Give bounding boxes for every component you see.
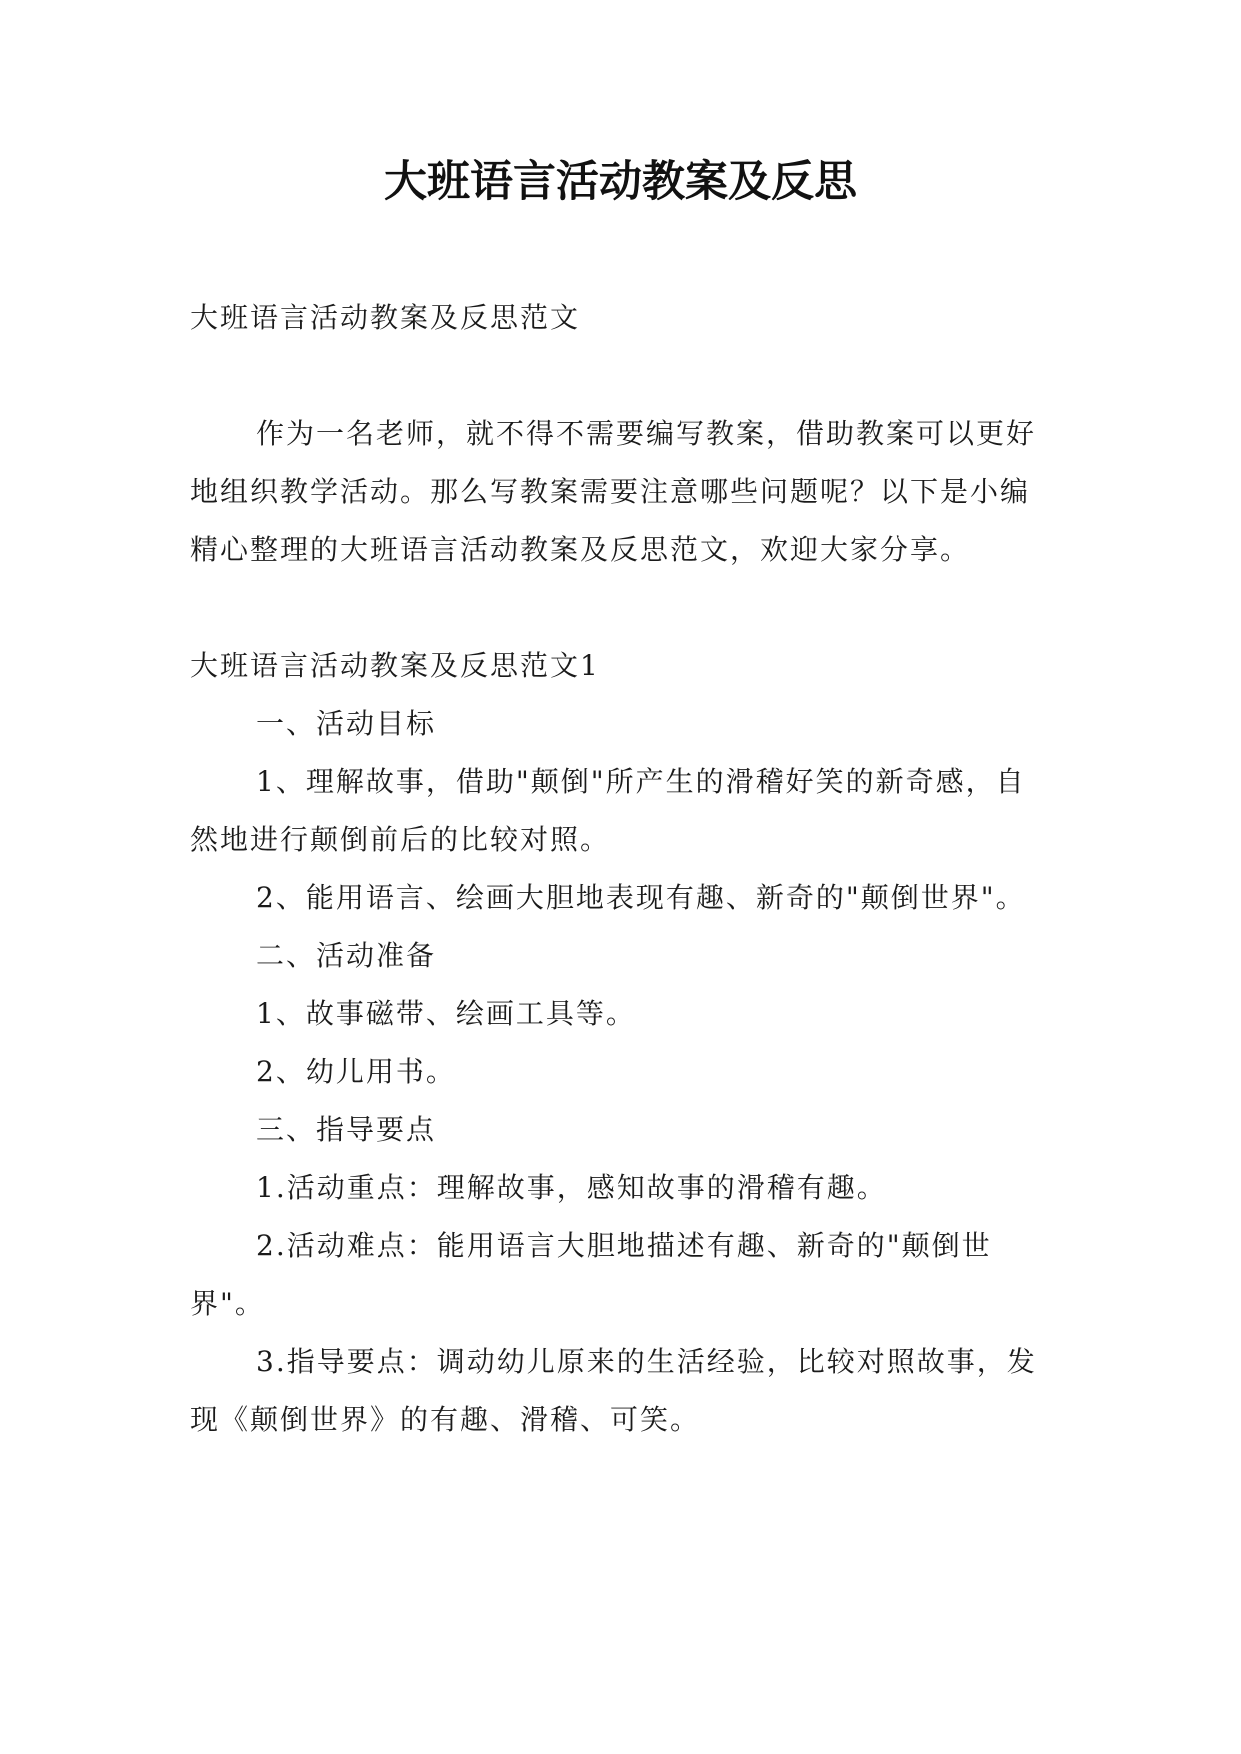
guidance-item: 3.指导要点：调动幼儿原来的生活经验，比较对照故事，发现《颠倒世界》的有趣、滑稽、可笑。 bbox=[190, 1345, 1037, 1436]
section-heading-guidance: 三、指导要点 bbox=[256, 1113, 437, 1146]
guidance-item: 1.活动重点：理解故事，感知故事的滑稽有趣。 bbox=[256, 1171, 887, 1204]
preparation-item: 2、幼儿用书。 bbox=[256, 1055, 456, 1088]
section-heading-preparation: 二、活动准备 bbox=[256, 939, 437, 972]
section-heading-goals: 一、活动目标 bbox=[256, 707, 437, 740]
intro-paragraph: 作为一名老师，就不得不需要编写教案，借助教案可以更好地组织教学活动。那么写教案需要注意哪些问题呢？以下是小编精心整理的大班语言活动教案及反思范文，欢迎大家分享。 bbox=[190, 417, 1037, 566]
goal-item: 1、理解故事，借助"颠倒"所产生的滑稽好笑的新奇感，自然地进行颠倒前后的比较对照。 bbox=[190, 765, 1026, 856]
section-heading: 大班语言活动教案及反思范文1 bbox=[190, 649, 600, 682]
preparation-item: 1、故事磁带、绘画工具等。 bbox=[256, 997, 636, 1030]
document-title: 大班语言活动教案及反思 bbox=[384, 157, 857, 207]
document-body bbox=[190, 289, 1054, 1449]
goal-item: 2、能用语言、绘画大胆地表现有趣、新奇的"颠倒世界"。 bbox=[256, 881, 1026, 914]
guidance-item: 2.活动难点：能用语言大胆地描述有趣、新奇的"颠倒世界"。 bbox=[190, 1229, 992, 1320]
document-subtitle: 大班语言活动教案及反思范文 bbox=[190, 301, 581, 334]
